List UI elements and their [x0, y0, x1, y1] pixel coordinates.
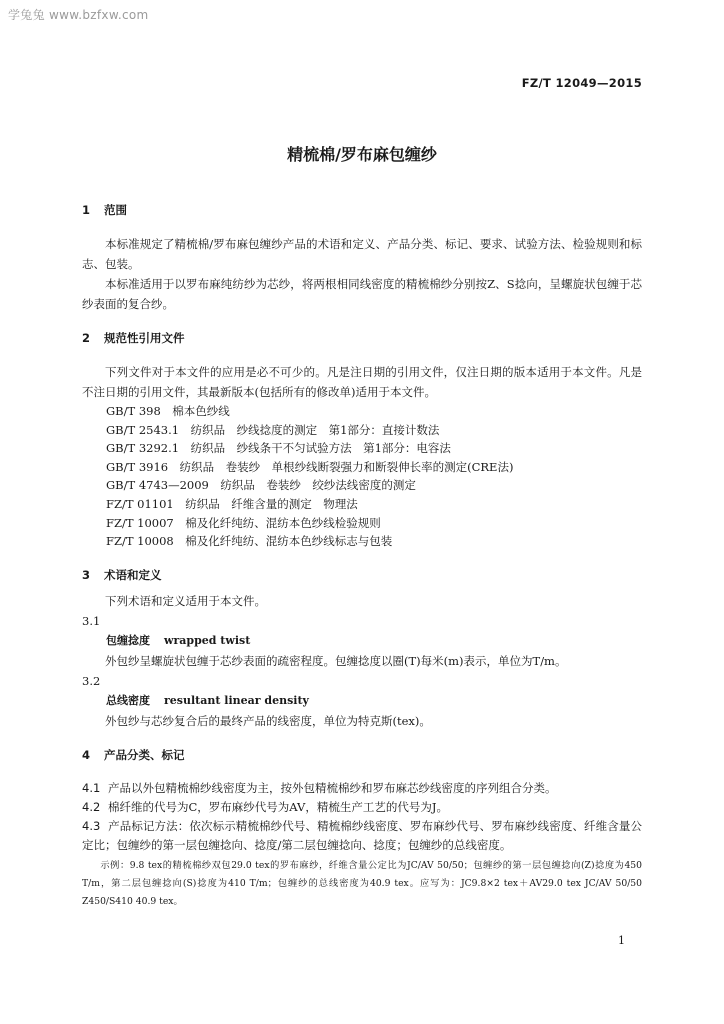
section-4-heading [82, 745, 642, 765]
term-english: wrapped twist [164, 633, 251, 647]
section-number: 2 [82, 331, 91, 345]
document-title: 精梳棉/罗布麻包缠纱 [287, 145, 437, 164]
clause-text: 产品以外包精梳棉纱线密度为主，按外包精梳棉纱和罗布麻芯纱线密度的序列组合分类。 [108, 780, 557, 795]
reference-item: GB/T 4743—2009 纺织品 卷装纱 绞纱法线密度的测定 [106, 478, 416, 493]
section-title: 规范性引用文件 [104, 331, 185, 345]
scope-paragraph-1: 本标准规定了精梳棉/罗布麻包缠纱产品的术语和定义、产品分类、标记、要求、试验方法、检验规则和标志、包装。 [82, 237, 642, 271]
reference-item: GB/T 2543.1 纺织品 纱线捻度的测定 第1部分：直接计数法 [106, 422, 440, 437]
standard-number: FZ/T 12049—2015 [521, 76, 642, 90]
clause-4-2 [82, 798, 642, 817]
reference-item: GB/T 3292.1 纺织品 纱线条干不匀试验方法 第1部分：电容法 [106, 441, 451, 456]
term-number: 3.1 [82, 613, 101, 628]
clause-4-3 [82, 817, 642, 855]
section-title: 产品分类、标记 [104, 747, 185, 762]
clause-number: 4.2 [82, 799, 101, 814]
watermark: 学兔兔 www.bzfxw.com [8, 8, 149, 22]
section-title: 范围 [104, 203, 127, 217]
term-definition: 外包纱与芯纱复合后的最终产品的线密度，单位为特克斯(tex)。 [105, 713, 431, 728]
scope-paragraph-2: 本标准适用于以罗布麻纯纺纱为芯纱，将两根相同线密度的精梳棉纱分别按Z、S捻向，呈螺旋状包缠于芯纱表面的复合纱。 [82, 277, 642, 311]
term-heading [82, 691, 642, 711]
example-note: 示例：9.8 tex的精梳棉纱双包29.0 tex的罗布麻纱，纤维含量公定比为JC/AV 50/50；包缠纱的第一层包缠捻向(Z)捻度为450 T/m，第二层包缠捻向(S)捻度为410 T/m；包缠纱的总线密度为40.9 tex。应写为：JC9.8×2 tex＋AV29.0 tex JC/AV 50/50 Z450/S410 40.9 tex。 [82, 859, 642, 907]
section-title: 术语和定义 [104, 567, 162, 582]
clause-text: 产品标记方法：依次标示精梳棉纱代号、精梳棉纱线密度、罗布麻纱代号、罗布麻纱线密度、纤维含量公定比；包缠纱的第一层包缠捻向、捻度/第二层包缠捻向、捻度；包缠纱的总线密度。 [82, 818, 642, 852]
reference-item: GB/T 398 棉本色纱线 [106, 404, 230, 418]
section-number: 3 [82, 567, 91, 582]
clause-text: 棉纤维的代号为C，罗布麻纱代号为AV，精梳生产工艺的代号为J。 [108, 799, 448, 814]
term-number: 3.2 [82, 673, 101, 688]
section-number: 1 [82, 203, 91, 217]
clause-4-1 [82, 779, 642, 798]
clause-number: 4.3 [82, 818, 101, 833]
page-number: 1 [618, 934, 625, 947]
term-definition: 外包纱呈螺旋状包缠于芯纱表面的疏密程度。包缠捻度以圈(T)每米(m)表示，单位为T/m。 [105, 653, 567, 668]
section-3-heading [82, 565, 642, 585]
term-english: resultant linear density [164, 693, 309, 707]
reference-item: FZ/T 10008 棉及化纤纯纺、混纺本色纱线标志与包装 [106, 534, 393, 549]
reference-item: FZ/T 01101 纺织品 纤维含量的测定 物理法 [106, 496, 358, 511]
section-number: 4 [82, 747, 91, 762]
term-heading [82, 631, 642, 651]
section-2-heading [82, 328, 642, 348]
term-chinese: 包缠捻度 [106, 633, 150, 647]
document-body [82, 200, 642, 920]
reference-item: FZ/T 10007 棉及化纤纯纺、混纺本色纱线检验规则 [106, 515, 381, 530]
terms-intro: 下列术语和定义适用于本文件。 [105, 593, 266, 608]
clause-number: 4.1 [82, 780, 101, 795]
section-1-heading [82, 200, 642, 220]
references-intro: 下列文件对于本文件的应用是必不可少的。凡是注日期的引用文件，仅注日期的版本适用于本文件。凡是不注日期的引用文件，其最新版本(包括所有的修改单)适用于本文件。 [82, 365, 642, 399]
reference-item: GB/T 3916 纺织品 卷装纱 单根纱线断裂强力和断裂伸长率的测定(CRE法) [106, 459, 514, 474]
term-chinese: 总线密度 [106, 693, 150, 707]
